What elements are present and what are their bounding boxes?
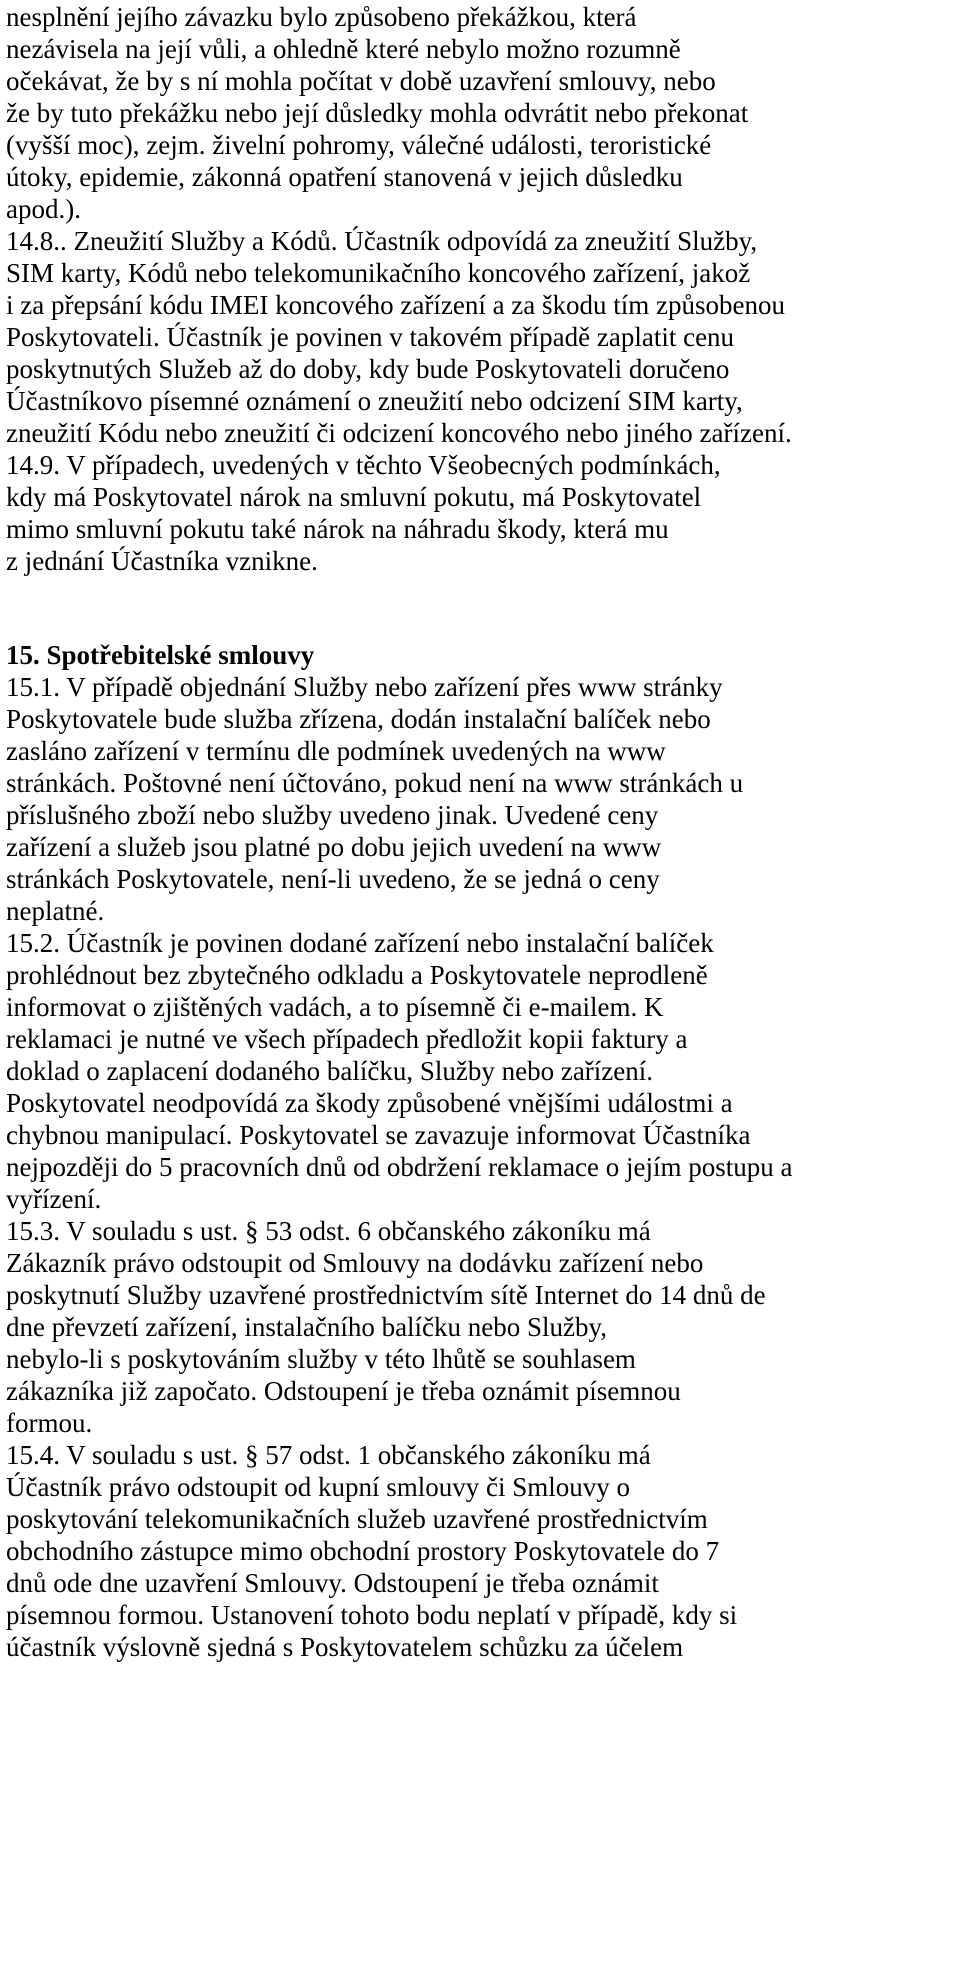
text-line: (vyšší moc), zejm. živelní pohromy, válečné události, teroristické [6, 130, 712, 160]
text-line: chybnou manipulací. Poskytovatel se zavazuje informovat Účastníka [6, 1120, 751, 1150]
text-line: Poskytovatele bude služba zřízena, dodán instalační balíček nebo [6, 704, 711, 734]
text-line: zařízení a služeb jsou platné po dobu jejich uvedení na www [6, 832, 662, 862]
text-line: apod.). [6, 194, 81, 224]
text-line: SIM karty, Kódů nebo telekomunikačního koncového zařízení, jakož [6, 258, 751, 288]
text-line: dne převzetí zařízení, instalačního balíčku nebo Služby, [6, 1312, 608, 1342]
text-line: očekávat, že by s ní mohla počítat v době uzavření smlouvy, nebo [6, 66, 716, 96]
text-line: nezávisela na její vůli, a ohledně které nebylo možno rozumně [6, 34, 681, 64]
text-line: poskytnutí Služby uzavřené prostřednictvím sítě Internet do 14 dnů de [6, 1280, 766, 1310]
text-line: 14.8.. Zneužití Služby a Kódů. Účastník odpovídá za zneužití Služby, [6, 226, 758, 256]
text-line: stránkách. Poštovné není účtováno, pokud není na www stránkách u [6, 768, 744, 798]
text-line: doklad o zaplacení dodaného balíčku, Služby nebo zařízení. [6, 1056, 654, 1086]
text-line: Účastník právo odstoupit od kupní smlouvy či Smlouvy o [6, 1472, 630, 1502]
text-line: zasláno zařízení v termínu dle podmínek uvedených na www [6, 736, 666, 766]
text-line: mimo smluvní pokutu také nárok na náhradu škody, která mu [6, 514, 669, 544]
text-line: účastník výslovně sjedná s Poskytovatelem schůzku za účelem [6, 1632, 684, 1662]
text-line: nesplnění jejího závazku bylo způsobeno překážkou, která [6, 2, 637, 32]
text-line: Poskytovatel neodpovídá za škody způsobené vnějšími událostmi a [6, 1088, 733, 1118]
text-line: Účastníkovo písemné oznámení o zneužití nebo odcizení SIM karty, [6, 386, 743, 416]
text-line: prohlédnout bez zbytečného odkladu a Poskytovatele neprodleně [6, 960, 708, 990]
text-line: 15.3. V souladu s ust. § 53 odst. 6 občanského zákoníku má [6, 1216, 651, 1246]
text-line: formou. [6, 1408, 93, 1438]
text-line: i za přepsání kódu IMEI koncového zařízení a za škodu tím způsobenou [6, 290, 786, 320]
section-heading: 15. Spotřebitelské smlouvy [6, 640, 315, 670]
text-line: informovat o zjištěných vadách, a to písemně či e-mailem. K [6, 992, 664, 1022]
text-line: z jednání Účastníka vznikne. [6, 546, 318, 576]
text-line: nebylo-li s poskytováním služby v této lhůtě se souhlasem [6, 1344, 636, 1374]
text-line: obchodního zástupce mimo obchodní prostory Poskytovatele do 7 [6, 1536, 720, 1566]
text-line: zákazníka již započato. Odstoupení je třeba oznámit písemnou [6, 1376, 681, 1406]
text-line: příslušného zboží nebo služby uvedeno jinak. Uvedené ceny [6, 800, 659, 830]
text-line: nejpozději do 5 pracovních dnů od obdržení reklamace o jejím postupu a [6, 1152, 793, 1182]
text-line: reklamaci je nutné ve všech případech předložit kopii faktury a [6, 1024, 688, 1054]
text-line: zneužití Kódu nebo zneužití či odcizení koncového nebo jiného zařízení. [6, 418, 792, 448]
text-line: 15.4. V souladu s ust. § 57 odst. 1 občanského zákoníku má [6, 1440, 651, 1470]
text-line: kdy má Poskytovatel nárok na smluvní pokutu, má Poskytovatel [6, 482, 702, 512]
text-line: stránkách Poskytovatele, není-li uvedeno, že se jedná o ceny [6, 864, 660, 894]
text-line: 15.1. V případě objednání Služby nebo zařízení přes www stránky [6, 672, 723, 702]
text-line: že by tuto překážku nebo její důsledky mohla odvrátit nebo překonat [6, 98, 749, 128]
text-line: dnů ode dne uzavření Smlouvy. Odstoupení je třeba oznámit [6, 1568, 659, 1598]
text-line: písemnou formou. Ustanovení tohoto bodu neplatí v případě, kdy si [6, 1600, 738, 1630]
text-line: Poskytovateli. Účastník je povinen v takovém případě zaplatit cenu [6, 322, 735, 352]
text-line: neplatné. [6, 896, 105, 926]
text-line: poskytování telekomunikačních služeb uzavřené prostřednictvím [6, 1504, 708, 1534]
text-line: Zákazník právo odstoupit od Smlouvy na dodávku zařízení nebo [6, 1248, 704, 1278]
text-line: 14.9. V případech, uvedených v těchto Všeobecných podmínkách, [6, 450, 721, 480]
text-line: poskytnutých Služeb až do doby, kdy bude Poskytovateli doručeno [6, 354, 730, 384]
text-line: útoky, epidemie, zákonná opatření stanovená v jejich důsledku [6, 162, 683, 192]
text-line: vyřízení. [6, 1184, 102, 1214]
text-line: 15.2. Účastník je povinen dodané zařízení nebo instalační balíček [6, 928, 714, 958]
